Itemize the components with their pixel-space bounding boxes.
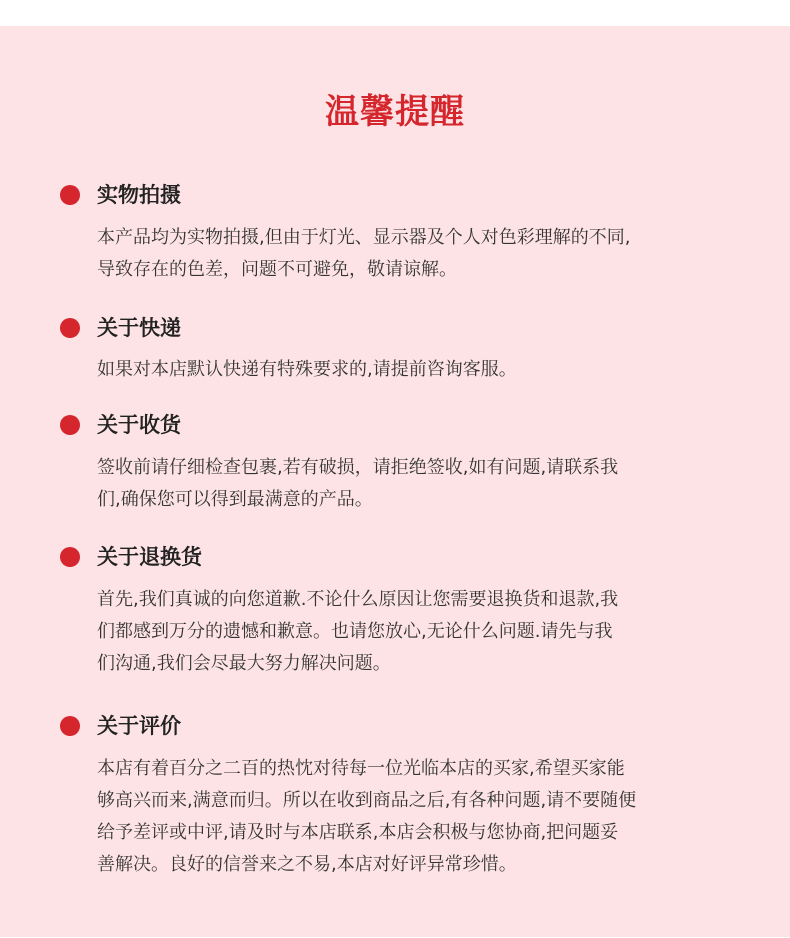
section-heading: 关于快递	[97, 316, 181, 340]
body-line: 们,确保您可以得到最满意的产品。	[97, 489, 373, 510]
section-body	[97, 452, 707, 516]
body-line: 首先,我们真诚的向您道歉.不论什么原因让您需要退换货和退款,我	[97, 589, 619, 610]
body-line: 们都感到万分的遗憾和歉意。也请您放心,无论什么问题.请先与我	[97, 621, 613, 642]
bullet-dot-icon	[60, 716, 80, 736]
section-body	[97, 354, 707, 386]
bullet-dot-icon	[60, 547, 80, 567]
body-line: 善解决。良好的信誉来之不易,本店对好评异常珍惜。	[97, 854, 517, 875]
body-line: 给予差评或中评,请及时与本店联系,本店会积极与您协商,把问题妥	[97, 822, 619, 843]
body-line: 本产品均为实物拍摄,但由于灯光、显示器及个人对色彩理解的不同,	[97, 227, 631, 248]
section-body	[97, 584, 707, 680]
body-line: 签收前请仔细检查包裹,若有破损，请拒绝签收,如有问题,请联系我	[97, 457, 619, 478]
section-body	[97, 222, 707, 286]
section-heading: 关于评价	[97, 714, 181, 738]
section-heading: 关于退换货	[97, 545, 202, 569]
section-heading: 实物拍摄	[97, 183, 181, 207]
body-line: 够高兴而来,满意而归。所以在收到商品之后,有各种问题,请不要随便	[97, 790, 637, 811]
bullet-dot-icon	[60, 318, 80, 338]
section-heading: 关于收货	[97, 413, 181, 437]
body-line: 导致存在的色差，问题不可避免，敬请谅解。	[97, 259, 457, 280]
notice-panel	[0, 26, 790, 937]
page-title: 温馨提醒	[325, 92, 465, 132]
body-line: 如果对本店默认快递有特殊要求的,请提前咨询客服。	[97, 359, 517, 380]
bullet-dot-icon	[60, 185, 80, 205]
bullet-dot-icon	[60, 415, 80, 435]
section-body	[97, 753, 707, 881]
body-line: 本店有着百分之二百的热忱对待每一位光临本店的买家,希望买家能	[97, 758, 625, 779]
body-line: 们沟通,我们会尽最大努力解决问题。	[97, 653, 391, 674]
